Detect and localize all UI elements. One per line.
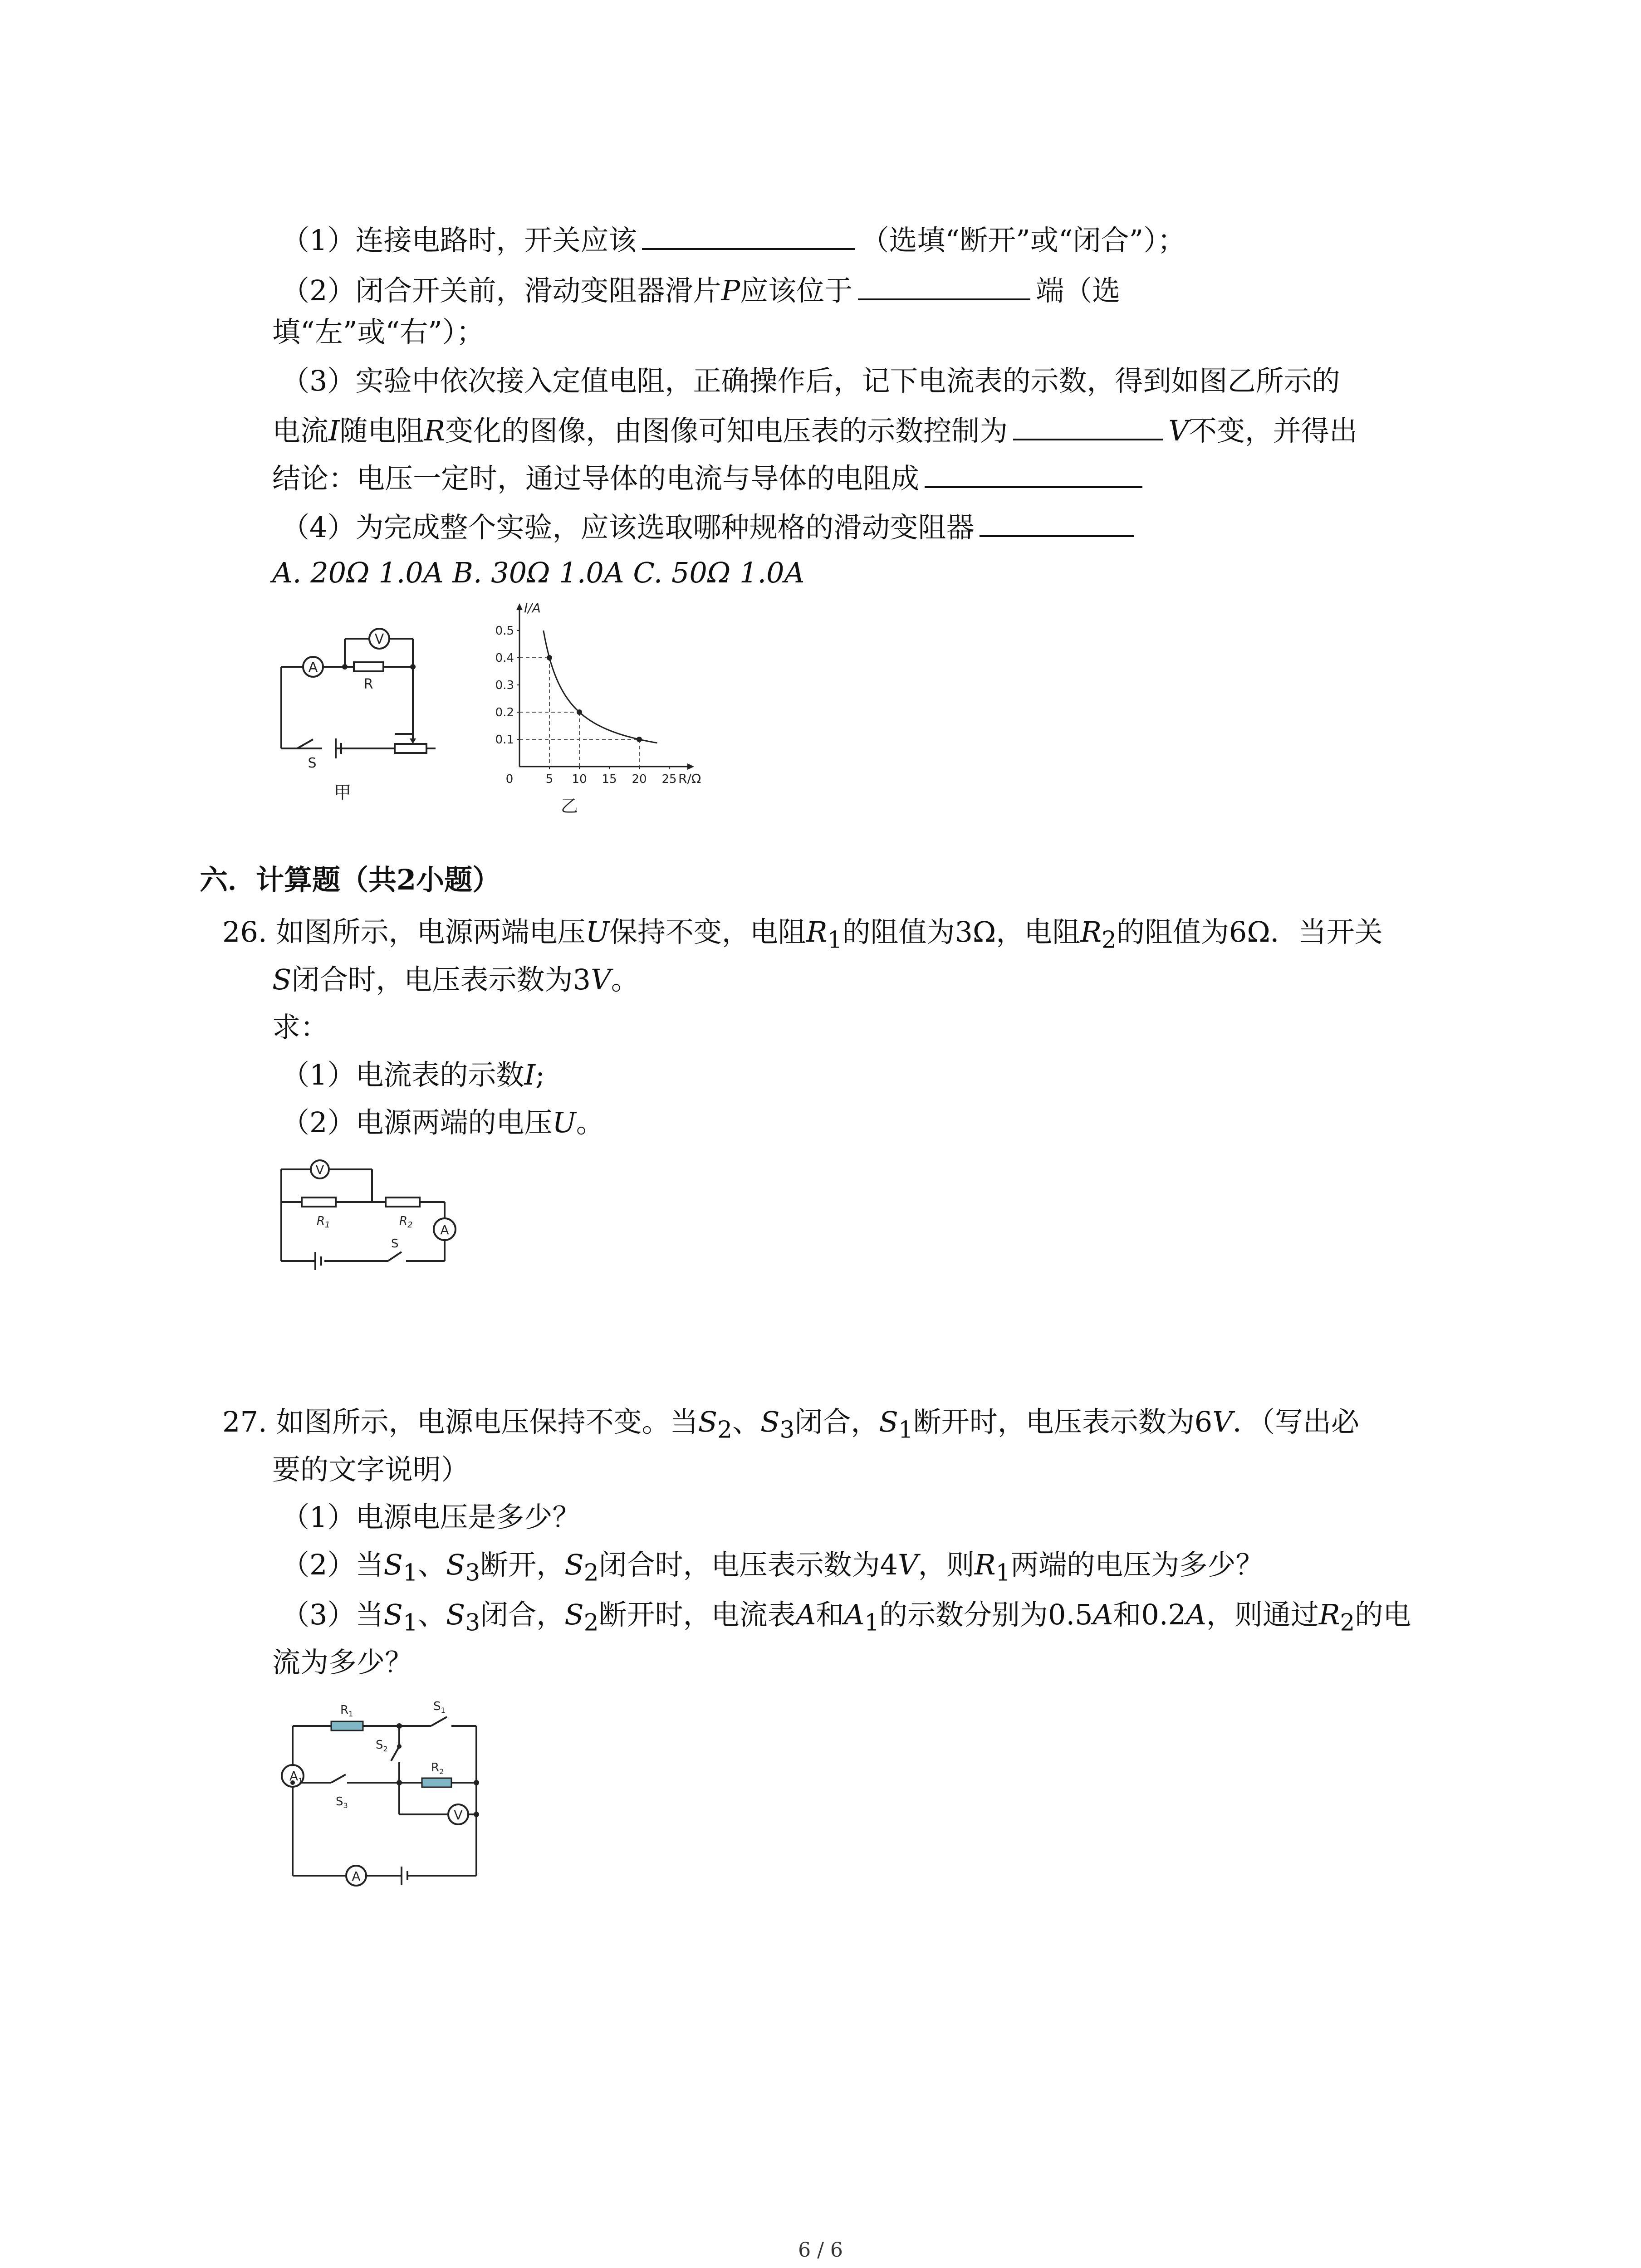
q25-part4: （4）为完成整个实验，应该选取哪种规格的滑动变阻器 <box>281 507 1139 546</box>
q25-part1-text: （1）连接电路时，开关应该 <box>281 224 637 257</box>
x-tick-label: 20 <box>632 772 647 786</box>
ammeter-label: A <box>440 1222 449 1237</box>
q25-options: A. 20Ω 1.0A B. 30Ω 1.0A C. 50Ω 1.0A <box>272 556 805 589</box>
y-tick-label: 0.5 <box>495 624 514 638</box>
answer-blank[interactable] <box>1013 411 1163 440</box>
q25-part3-conclusion: 结论：电压一定时，通过导体的电流与导体的电阻成 <box>272 458 1148 497</box>
x-tick-label: 10 <box>572 772 587 786</box>
s2-label: $S_2$ <box>376 1738 388 1753</box>
q26-part1: （1）电流表的示数I; <box>281 1058 545 1091</box>
question-number: 26. <box>222 915 267 948</box>
q27-part1: （1）电源电压是多少？ <box>281 1501 581 1534</box>
q26-line3: 求： <box>272 1011 329 1044</box>
figure-caption-yi: 乙 <box>560 796 578 816</box>
q25-part3-cont: 电流I随电阻R变化的图像，由图像可知电压表的示数控制为 V不变，并得出 <box>272 411 1357 449</box>
answer-blank[interactable] <box>858 270 1030 300</box>
q25-part1 <box>281 220 1185 259</box>
y-tick-label: 0.4 <box>495 651 514 665</box>
series-curve <box>544 631 657 743</box>
y-tick-label: 0.2 <box>495 706 514 719</box>
data-point <box>637 737 642 742</box>
x-axis-label: R/Ω <box>678 771 701 786</box>
resistor-r1 <box>331 1721 363 1730</box>
chart-i-vs-r <box>476 594 712 821</box>
x-tick-label: 5 <box>545 772 554 786</box>
q27-part2: （2）当$S_1$、$S_3$断开，$S_2$闭合时，电压表示数为4V，则$R_1$两端的电压为多少？ <box>281 1548 1264 1587</box>
r2-label: $R_2$ <box>399 1214 413 1230</box>
answer-blank[interactable] <box>925 458 1142 488</box>
ammeter-a1-label: $A_1$ <box>289 1769 303 1785</box>
q27-line6: 流为多少？ <box>272 1646 413 1679</box>
s1-label: $S_1$ <box>433 1700 446 1715</box>
circuit-diagram-q26 <box>272 1157 472 1275</box>
q25-part1-hint: （选填“断开”或“闭合”）； <box>861 224 1186 257</box>
ammeter-label: A <box>308 660 318 675</box>
q27-line2: 要的文字说明） <box>272 1453 470 1486</box>
voltmeter-label: V <box>454 1808 463 1823</box>
q25-part2: （2）闭合开关前，滑动变阻器滑片P应该位于 端（选 <box>281 270 1120 309</box>
q27-line1: 27. 如图所示，电源电压保持不变。当$S_2$、$S_3$闭合，$S_1$断开时，电压表示数为6V．（写出必 <box>222 1405 1359 1444</box>
q25-part2-cont: 填“左”或“右”）； <box>272 315 485 348</box>
resistor-r2 <box>422 1778 451 1787</box>
ammeter-a-label: A <box>352 1869 361 1884</box>
y-tick-label: 0.3 <box>495 679 514 692</box>
q26-part2: （2）电源两端的电压U。 <box>281 1106 604 1139</box>
y-tick-label: 0.1 <box>495 733 514 747</box>
circuit-diagram-q27 <box>272 1696 490 1887</box>
answer-blank[interactable] <box>642 220 855 250</box>
section-title: 六．计算题（共2小题） <box>200 863 501 896</box>
switch-label: S <box>308 755 317 771</box>
x-axis-arrow <box>687 763 694 770</box>
q26-line2: S闭合时，电压表示数为3V。 <box>272 963 639 996</box>
voltmeter-label: V <box>315 1162 324 1177</box>
voltmeter-label: V <box>374 631 384 647</box>
s3-label: $S_3$ <box>336 1795 348 1810</box>
figure-caption-jia: 甲 <box>333 782 352 802</box>
q27-part3: （3）当$S_1$、$S_3$闭合，$S_2$断开时，电流表A和$A_1$的示数分别为0.5A和0.2A，则通过$R_2$的电 <box>281 1598 1411 1637</box>
x-tick-label: 0 <box>505 772 514 786</box>
switch-label: S <box>391 1237 399 1251</box>
q26-line1: 26. 如图所示，电源两端电压U保持不变，电阻$R_1$的阻值为3Ω，电阻$R_2$的阻值为6Ω．当开关 <box>222 915 1383 954</box>
y-axis-arrow <box>516 603 523 610</box>
r1-label: $R_1$ <box>317 1214 330 1230</box>
q25-part3: （3）实验中依次接入定值电阻，正确操作后，记下电流表的示数，得到如图乙所示的 <box>281 364 1340 397</box>
y-axis-label: I/A <box>524 601 541 616</box>
x-tick-label: 25 <box>661 772 677 786</box>
data-point <box>547 655 552 660</box>
r1-label: $R_1$ <box>340 1703 353 1718</box>
resistor-label: R <box>363 676 373 692</box>
data-point <box>577 709 582 715</box>
x-tick-label: 15 <box>602 772 617 786</box>
answer-blank[interactable] <box>980 507 1134 537</box>
page-number: 6 / 6 <box>798 2239 843 2262</box>
question-number: 27. <box>222 1405 267 1438</box>
r2-label: $R_2$ <box>431 1761 444 1776</box>
